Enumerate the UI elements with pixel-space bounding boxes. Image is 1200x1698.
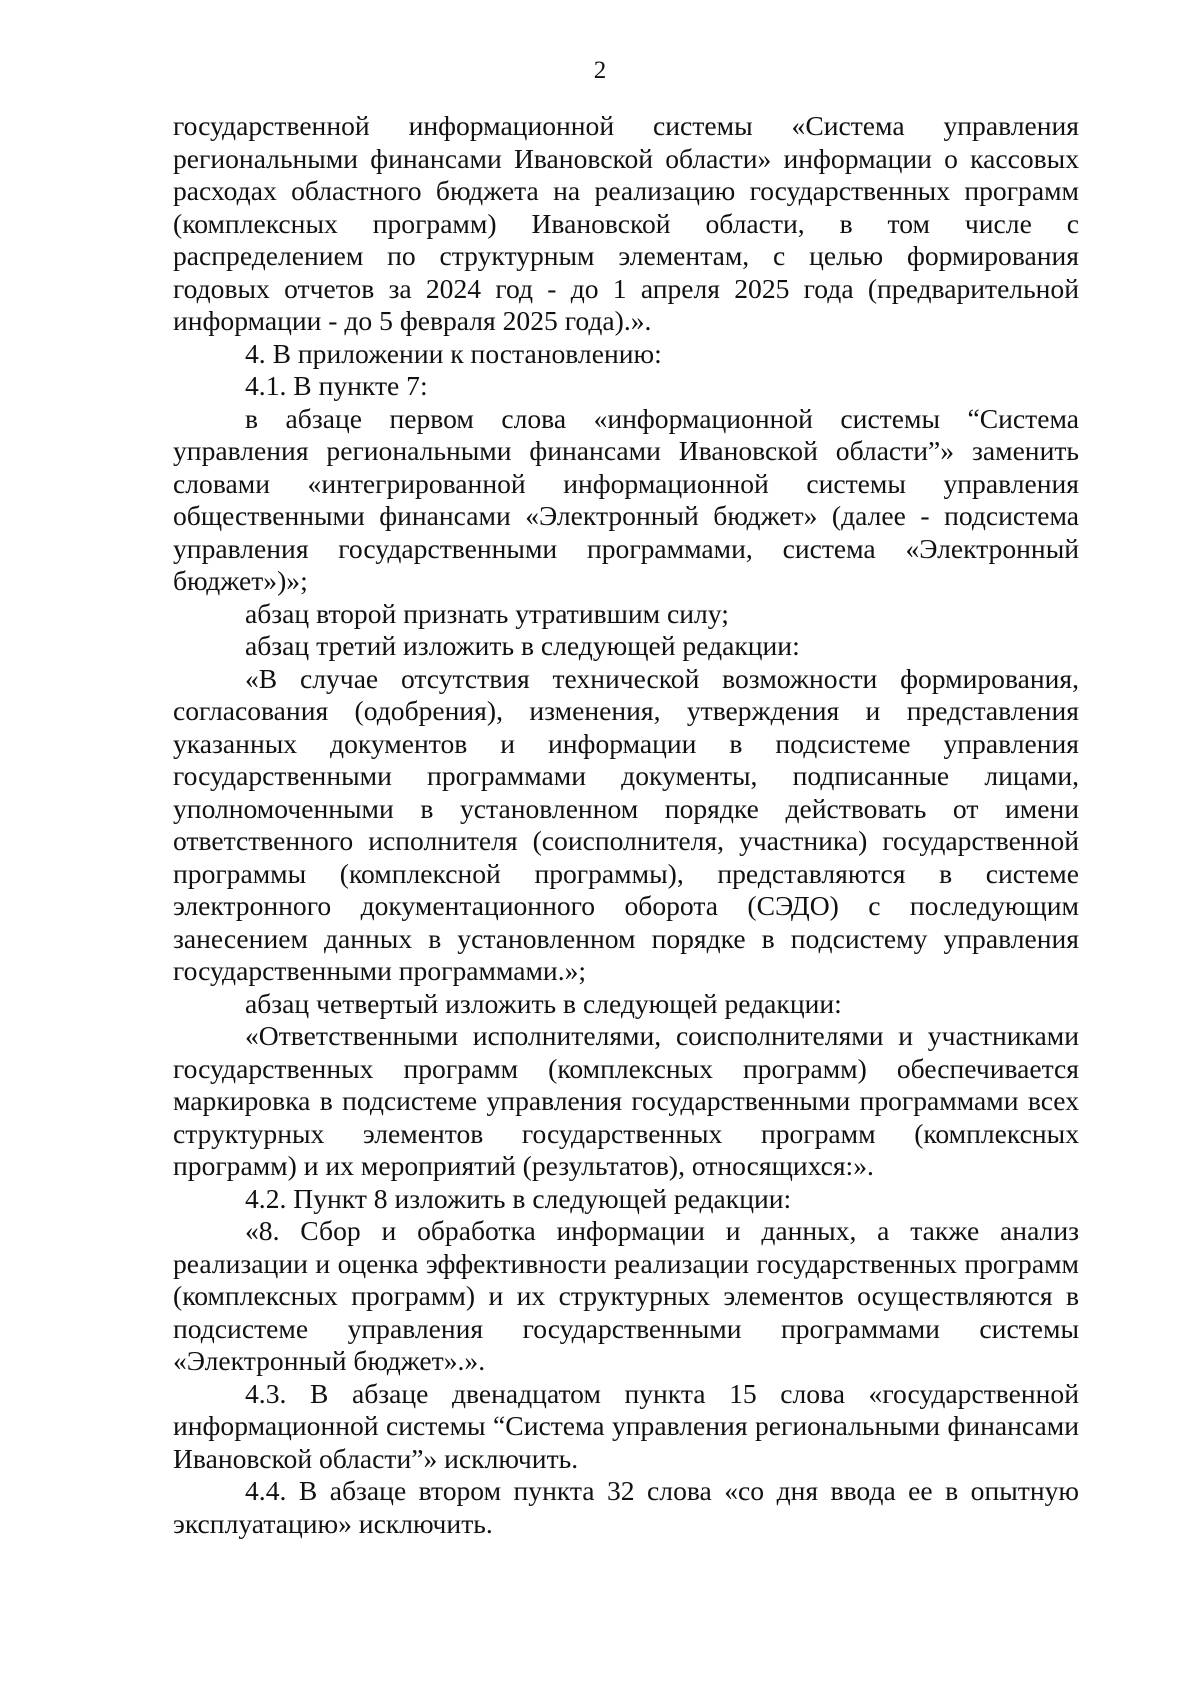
paragraph-4-1-first-abzac: в абзаце первом слова «информационной системы “Система управления региональными финансами Ивановской области”» заменить словами «интегрированной информационной системы управления общественными финансами «Электронный бюджет» (далее - подсистема управления государственными программами, система «Электронный бюджет»)»; [173,402,1079,596]
paragraph-section-4: 4. В приложении к постановлению: [245,337,662,369]
paragraph-4-1-second-abzac: абзац второй признать утратившим силу; [245,597,729,629]
paragraph-4-1-third-abzac-intro: абзац третий изложить в следующей редакции: [245,630,800,661]
paragraph-section-4-4: 4.4. В абзаце втором пункта 32 слова «со дня ввода ее в опытную эксплуатацию» исключить. [173,1475,1079,1539]
paragraph-section-4-3: 4.3. В абзаце двенадцатом пункта 15 слова «государственной информационной системы “Система управления региональными финансами Ивановской области”» исключить. [173,1377,1079,1474]
page-number: 2 [593,57,607,84]
paragraph-4-1-third-abzac-text: «В случае отсутствия технической возможности формирования, согласования (одобрения), изменения, утверждения и представления указанных документов и информации в подсистеме управления государственными программами документы, подписанные лицами, уполномоченными в установленном порядке действовать от имени ответственного исполнителя (соисполнителя, участника) государственной программы (комплексной программы), представляются в системе электронного документационного оборота (СЭДО) с последующим занесением данных в установленном порядке в подсистему управления государственными программами.»; [173,662,1079,986]
paragraph-4-2-text: «8. Сбор и обработка информации и данных, а также анализ реализации и оценка эффективности реализации государственных программ (комплексных программ) и их структурных элементов осуществляются в подсистеме управления государственными программами системы «Электронный бюджет».». [173,1215,1079,1376]
paragraph-continuation: государственной информационной системы «Система управления региональными финансами Ивановской области» информации о кассовых расходах областного бюджета на реализацию государственных программ (комплексных программ) Ивановской области, в том числе с распределением по структурным элементам, с целью формирования годовых отчетов за 2024 год - до 1 апреля 2025 года (предварительной информации - до 5 февраля 2025 года).». [173,110,1079,336]
paragraph-4-1-fourth-abzac-intro: абзац четвертый изложить в следующей редакции: [245,987,842,1019]
paragraph-4-1-fourth-abzac-text: «Ответственными исполнителями, соисполнителями и участниками государственных программ (комплексных программ) обеспечивается маркировка в подсистеме управления государственными программами всех структурных элементов государственных программ (комплексных программ) и их мероприятий (результатов), относящихся:». [173,1020,1079,1181]
paragraph-section-4-1: 4.1. В пункте 7: [245,370,428,401]
paragraph-section-4-2: 4.2. Пункт 8 изложить в следующей редакции: [245,1182,792,1214]
document-body [173,110,1079,1540]
